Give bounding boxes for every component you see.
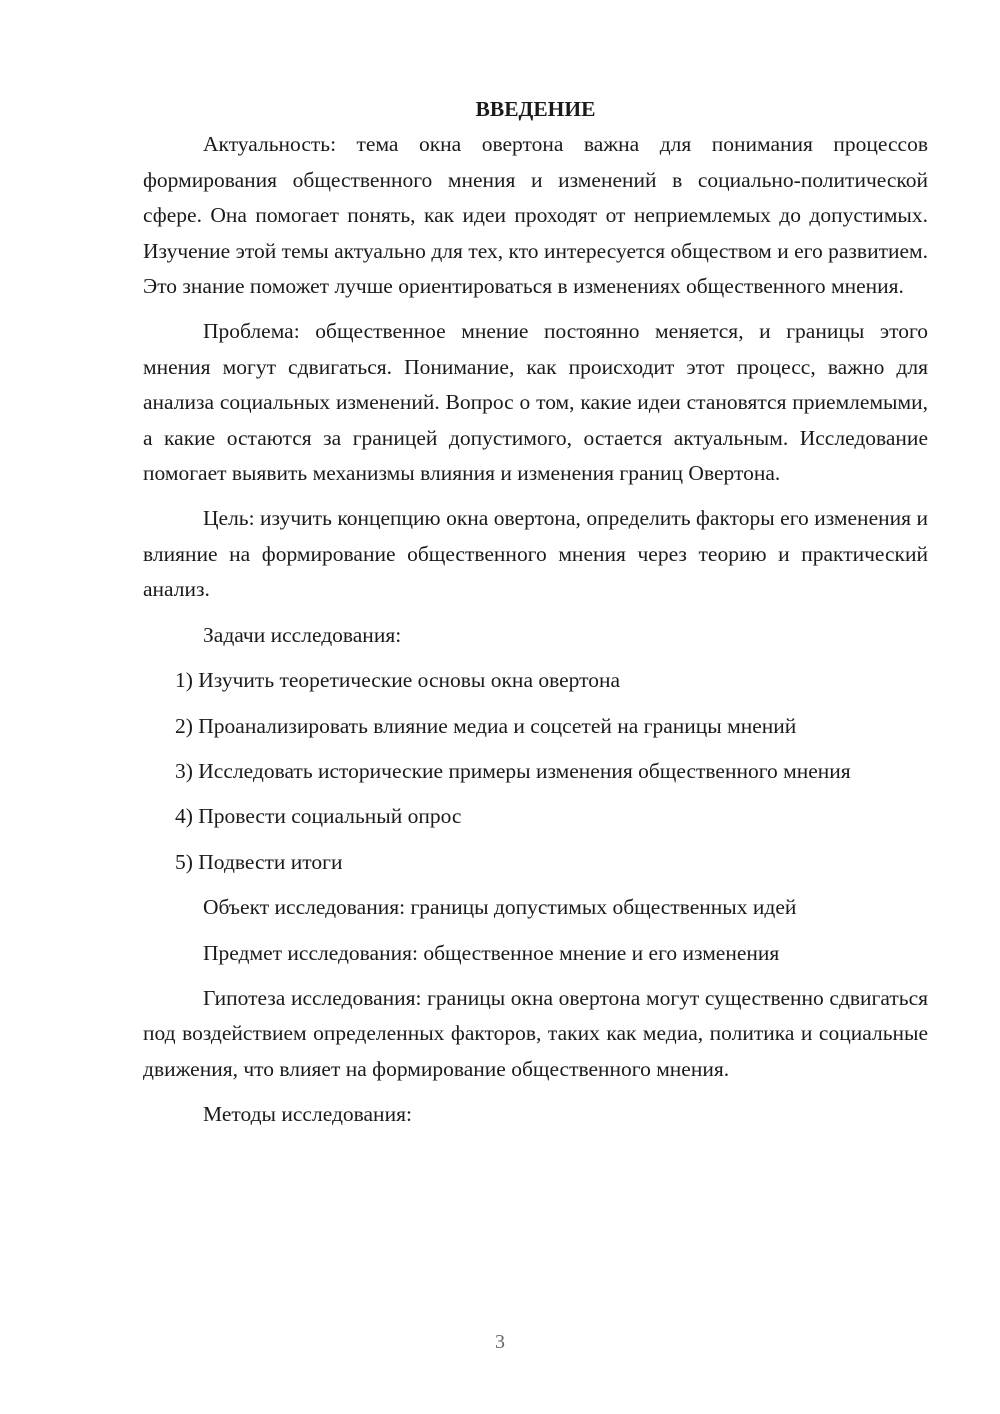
research-subject: Предмет исследования: общественное мнение и его изменения — [203, 940, 780, 965]
tasks-heading: Задачи исследования: — [203, 622, 402, 647]
problem-paragraph: Проблема: общественное мнение постоянно меняется, и границы этого мнения могут сдвигаться. Понимание, как происходит этот процесс, важно для анализа социальных изменений. Вопрос о том, какие идеи становятся приемлемыми, а какие остаются за границей допустимого, остается актуальным. Исследование помогает выявить механизмы влияния и изменения границ Овертона. — [143, 319, 928, 486]
methods-heading: Методы исследования: — [203, 1102, 412, 1127]
page-content — [143, 92, 928, 1143]
task-item: 4) Провести социальный опрос — [175, 804, 462, 829]
research-hypothesis: Гипотеза исследования: границы окна овертона могут существенно сдвигаться под воздействием определенных факторов, таких как медиа, политика и социальные движения, что влияет на формирование общественного мнения. — [143, 985, 928, 1081]
task-item: 2) Проанализировать влияние медиа и соцсетей на границы мнений — [175, 713, 797, 738]
task-item: 1) Изучить теоретические основы окна овертона — [175, 668, 621, 693]
goal-paragraph: Цель: изучить концепцию окна овертона, определить факторы его изменения и влияние на формирование общественного мнения через теорию и практический анализ. — [143, 506, 928, 602]
task-item: 5) Подвести итоги — [175, 849, 343, 874]
research-object: Объект исследования: границы допустимых общественных идей — [203, 895, 797, 920]
section-title: ВВЕДЕНИЕ — [475, 97, 596, 121]
page-number: 3 — [495, 1331, 505, 1353]
task-item: 3) Исследовать исторические примеры изменения общественного мнения — [175, 758, 851, 783]
relevance-paragraph: Актуальность: тема окна овертона важна для понимания процессов формирования общественного мнения и изменений в социально-политической сфере. Она помогает понять, как идеи проходят от неприемлемых до допустимых. Изучение этой темы актуально для тех, кто интересуется обществом и его развитием. Это знание поможет лучше ориентироваться в изменениях общественного мнения. — [143, 132, 928, 299]
